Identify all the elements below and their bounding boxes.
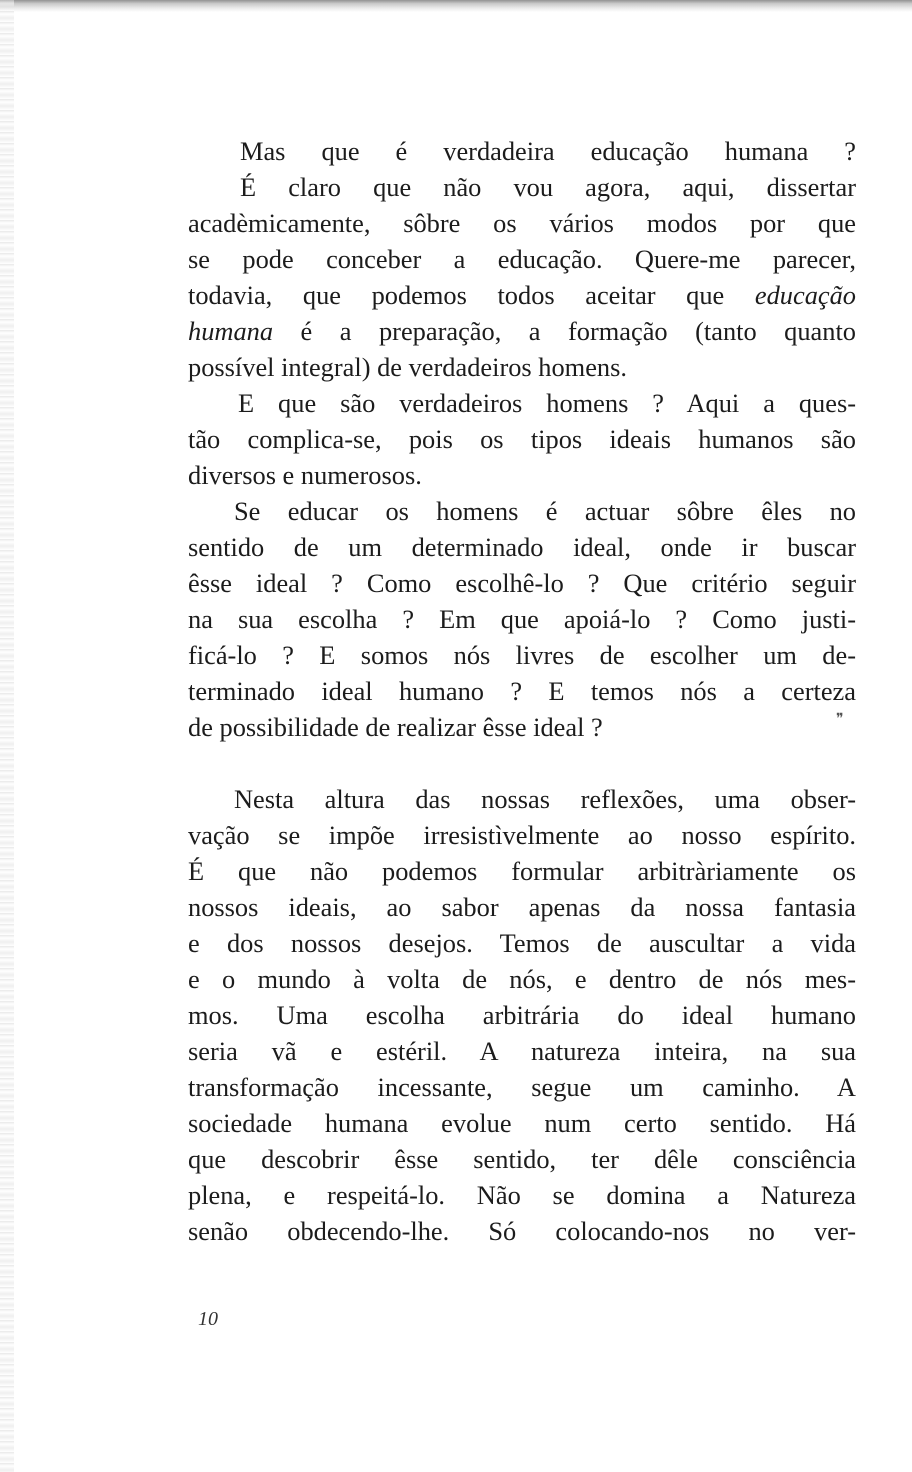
section-break — [188, 745, 856, 781]
text-line: na sua escolha ? Em que apoiá-lo ? Como justi- — [188, 604, 856, 634]
text-line: todavia, que podemos todos aceitar que educação — [188, 280, 856, 310]
text-line: se pode conceber a educação. Quere-me parecer, — [188, 244, 856, 274]
text-line: Nesta altura das nossas reflexões, uma obser- — [234, 784, 856, 814]
text-line: plena, e respeitá-lo. Não se domina a Natureza — [188, 1180, 856, 1210]
text-line: e dos nossos desejos. Temos de auscultar a vida — [188, 928, 856, 958]
italic-phrase: educação — [754, 280, 856, 310]
text-line: É que não podemos formular arbitràriamente os — [188, 856, 856, 886]
text-line: que descobrir êsse sentido, ter dêle consciência — [188, 1144, 856, 1174]
text-line: É claro que não vou agora, aqui, dissertar — [240, 172, 856, 202]
text-line: mos. Uma escolha arbitrária do ideal humano — [188, 1000, 856, 1030]
text-line: e o mundo à volta de nós, e dentro de nós mes- — [188, 964, 856, 994]
text-line: E que são verdadeiros homens ? Aqui a ques- — [238, 388, 856, 418]
text-line: diversos e numerosos. — [188, 460, 422, 490]
text-line: terminado ideal humano ? E temos nós a certeza — [188, 676, 856, 706]
text-line: senão obdecendo-lhe. Só colocando-nos no ver- — [188, 1216, 856, 1246]
text-line: êsse ideal ? Como escolhê-lo ? Que critério seguir — [188, 568, 856, 598]
text-line: sentido de um determinado ideal, onde ir buscar — [188, 532, 856, 562]
text-line: possível integral) de verdadeiros homens. — [188, 352, 627, 382]
text-line: acadèmicamente, sôbre os vários modos por que — [188, 208, 856, 238]
ink-mark: ❞ — [836, 712, 844, 727]
text-line: tão complica-se, pois os tipos ideais humanos são — [188, 424, 856, 454]
italic-phrase: humana — [188, 316, 274, 346]
body-text — [188, 133, 856, 1249]
text-line: Mas que é verdadeira educação humana ? — [240, 136, 856, 166]
text-line: nossos ideais, ao sabor apenas da nossa fantasia — [188, 892, 856, 922]
text-line: humana é a preparação, a formação (tanto quanto — [188, 316, 856, 346]
text-line: sociedade humana evolue num certo sentido. Há — [188, 1108, 856, 1138]
text-line: de possibilidade de realizar êsse ideal ? — [188, 712, 603, 742]
text-line: Se educar os homens é actuar sôbre êles no — [234, 496, 856, 526]
text-line: transformação incessante, segue um caminho. A — [188, 1072, 856, 1102]
page-top-edge-shadow — [0, 0, 912, 12]
text-line: seria vã e estéril. A natureza inteira, na sua — [188, 1036, 856, 1066]
page-number: 10 — [198, 1308, 218, 1330]
text-line: ficá-lo ? E somos nós livres de escolher um de- — [188, 640, 856, 670]
text-line: vação se impõe irresistìvelmente ao nosso espírito. — [188, 820, 856, 850]
page-left-edge-shadow — [0, 0, 14, 1472]
